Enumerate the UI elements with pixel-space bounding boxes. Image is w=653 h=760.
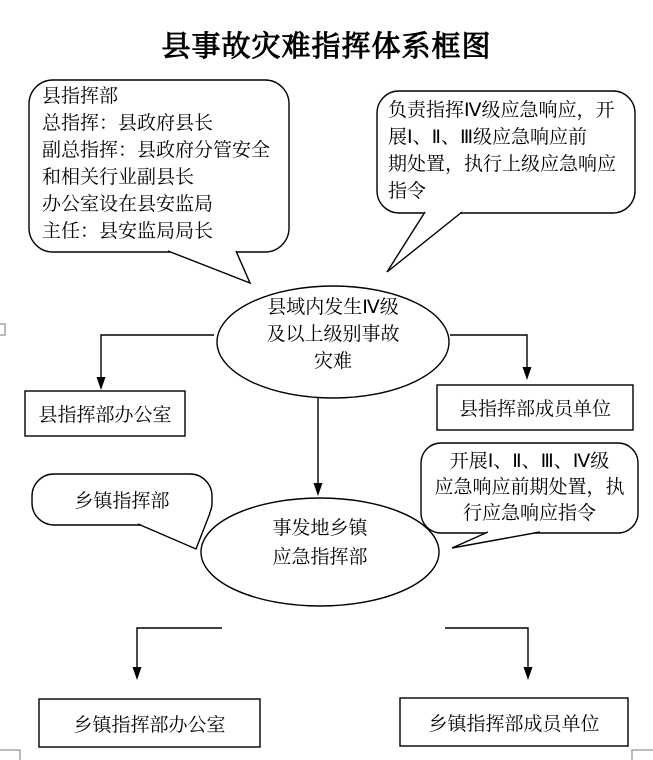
arrowhead-county-members [523,367,532,380]
selection-handle-bottom-left [0,750,20,760]
township-office-box-label: 乡镇指挥部办公室 [73,714,226,736]
callout-line: 行应急响应指令 [462,503,596,524]
county-members-box-label: 县指挥部成员单位 [458,399,611,420]
arrow-event-to-county-members [450,335,527,367]
callout-line: 展Ⅰ、Ⅱ、Ⅲ级应急响应前 [388,127,588,148]
event-ellipse-text [213,294,453,375]
callout-line: 和相关行业副县长 [42,167,195,188]
arrow-township-to-members [445,628,528,667]
callout-line: 开展Ⅰ、Ⅱ、Ⅲ、Ⅳ级 [449,451,610,472]
callout-line: 办公室设在县安监局 [42,194,214,215]
page-title: 县事故灾难指挥体系框图 [161,31,492,63]
ellipse-line: 应急指挥部 [272,547,368,568]
selection-handle-bottom-right [632,750,653,760]
ellipse-line: 事发地乡镇 [272,518,368,539]
callout-line: 主任：县安监局局长 [42,221,214,242]
callout-line: 负责指挥Ⅳ级应急响应，开 [388,100,615,121]
ellipse-line: 县域内发生Ⅳ级 [267,297,399,318]
township-ellipse-text [200,514,440,572]
ellipse-line: 灾难 [313,351,352,372]
callout-line: 应急响应前期处置，执 [434,477,625,498]
arrowhead-county-office [97,377,106,390]
callout-line: 期处置，执行上级应急响应 [388,154,617,175]
county-office-box-label: 县指挥部办公室 [38,405,172,426]
arrowhead-township-office [133,667,142,680]
county-duty-callout-text [388,97,616,205]
county-hq-callout-text [42,83,270,245]
callout-line: 县指挥部 [42,86,119,107]
county-hq-callout-tail [168,251,250,283]
township-duty-callout-tail [452,532,540,548]
selection-handle-left [0,324,5,335]
arrow-township-to-office [137,628,222,667]
callout-line: 指令 [388,181,427,202]
ellipse-line: 及以上级别事故 [266,324,400,345]
township-members-box-label: 乡镇指挥部成员单位 [428,713,600,735]
township-hq-callout-label: 乡镇指挥部 [74,491,170,512]
county-duty-callout-tail [387,212,462,272]
arrowhead-township [314,483,323,496]
arrow-event-to-county-office [101,335,214,377]
arrowhead-township-members [524,667,533,680]
callout-line: 总指挥：县政府县长 [42,113,214,134]
callout-line: 副总指挥：县政府分管安全 [42,140,271,161]
township-duty-callout-text [421,449,638,527]
